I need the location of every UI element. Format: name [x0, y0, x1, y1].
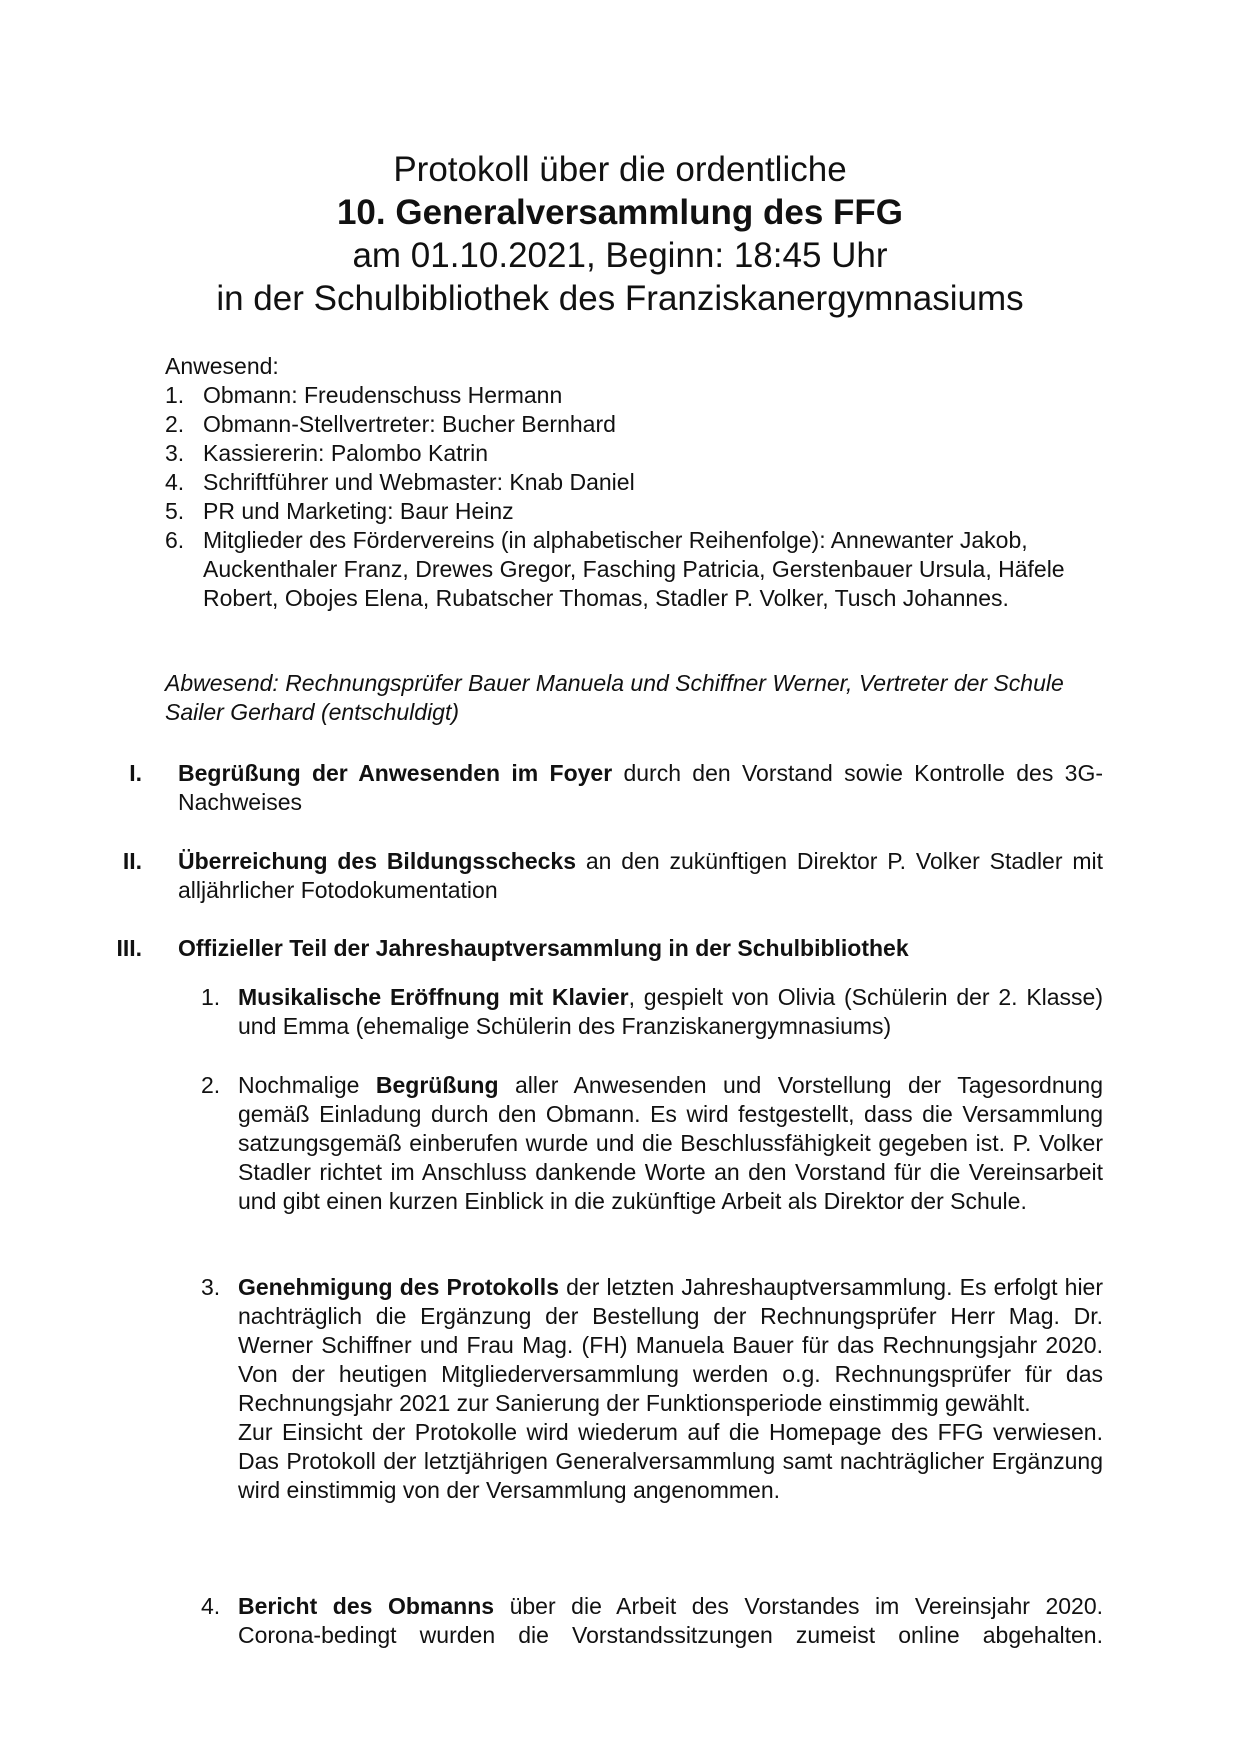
item-number: 5. — [165, 498, 185, 524]
subitem-number: 2. — [201, 1072, 221, 1098]
subitem-heading: Bericht des Obmanns — [238, 1593, 495, 1619]
section-heading: Begrüßung der Anwesenden im Foyer — [178, 760, 613, 786]
item-text: Obmann-Stellvertreter: Bucher Bernhard — [203, 411, 616, 437]
attendees-label: Anwesend: — [165, 353, 279, 379]
item-text: Schriftführer und Webmaster: Knab Daniel — [203, 469, 635, 495]
agenda-subitem-2 — [201, 1071, 1103, 1216]
subitem-text: aller Anwesenden und Vorstellung der Tagesordnung gemäß Einladung durch den Obmann. Es wird festgestellt, dass die Versammlung satzungsgemäß einberufen wurde und die Beschlussfähigkeit gegeben ist. P. Volker Stadler richtet im Anschluss dankende Worte an den Vorstand für die Vereinsarbeit und gibt einen kurzen Einblick in die zukünftige Arbeit als Direktor der Schule. — [238, 1072, 1103, 1214]
doc-title-line-2: 10. Generalversammlung des FFG — [336, 193, 904, 232]
doc-title-line-4: in der Schulbibliothek des Franziskanergymnasiums — [216, 279, 1024, 318]
section-heading: Überreichung des Bildungsschecks — [178, 848, 576, 874]
subitem-number: 3. — [201, 1274, 221, 1300]
subitem-paragraph: Corona-bedingt wurden die Vorstandssitzungen zumeist online abgehalten. — [238, 1622, 1103, 1648]
section-numeral: I. — [129, 760, 142, 786]
attendee-item — [165, 468, 1105, 497]
item-number: 2. — [165, 411, 185, 437]
item-text: Mitglieder des Fördervereins (in alphabetischer Reihenfolge): Annewanter Jakob, Auckenthaler Franz, Drewes Gregor, Fasching Patricia, Gerstenbauer Ursula, Häfele Robert, Obojes Elena, Rubatscher Thomas, Stadler P. Volker, Tusch Johannes. — [203, 527, 1065, 611]
attendee-item — [165, 381, 1105, 410]
item-number: 6. — [165, 527, 185, 553]
agenda-section-3 — [100, 934, 1103, 963]
attendees-section — [165, 352, 1105, 613]
subitem-heading: Musikalische Eröffnung mit Klavier — [238, 984, 629, 1010]
item-text: Obmann: Freudenschuss Hermann — [203, 382, 563, 408]
subitem-text: der letzten Jahreshauptversammlung. Es erfolgt hier nachträglich die Ergänzung der Bestellung der Rechnungsprüfer Herr Mag. Dr. Werner Schiffner und Frau Mag. (FH) Manuela Bauer für das Rechnungsjahr 2020. Von der heutigen Mitgliederversammlung werden o.g. Rechnungsprüfer für das Rechnungsjahr 2021 zur Sanierung der Funktionsperiode einstimmig gewählt. — [238, 1274, 1104, 1416]
attendees-list — [165, 381, 1105, 613]
agenda-section-2 — [100, 847, 1103, 905]
agenda-subitem-1 — [201, 983, 1103, 1041]
section-heading: Offizieller Teil der Jahreshauptversammlung in der Schulbibliothek — [178, 935, 909, 961]
attendee-item — [165, 410, 1105, 439]
attendee-item — [165, 439, 1105, 468]
doc-title-line-1: Protokoll über die ordentliche — [393, 150, 847, 189]
agenda-section-1 — [100, 759, 1103, 817]
section-numeral: II. — [122, 848, 142, 874]
attendee-item — [165, 526, 1105, 613]
item-text: PR und Marketing: Baur Heinz — [203, 498, 514, 524]
subitem-text: über die Arbeit des Vorstandes im Vereinsjahr 2020. — [494, 1593, 1104, 1619]
agenda-subitem-3 — [201, 1273, 1103, 1505]
subitem-heading: Genehmigung des Protokolls — [238, 1274, 559, 1300]
subitem-number: 4. — [201, 1593, 221, 1619]
attendee-item — [165, 497, 1105, 526]
subitem-text: Nochmalige — [238, 1072, 376, 1098]
subitem-paragraph: Zur Einsicht der Protokolle wird wiederum auf die Homepage des FFG verwiesen. Das Protokoll der letztjährigen Generalversammlung samt nachträglicher Ergänzung wird einstimmig von der Versammlung angenommen. — [238, 1419, 1103, 1503]
absent-note: Abwesend: Rechnungsprüfer Bauer Manuela und Schiffner Werner, Vertreter der Schule Sailer Gerhard (entschuldigt) — [165, 670, 1064, 725]
section-numeral: III. — [116, 935, 142, 961]
item-number: 4. — [165, 469, 185, 495]
subitem-heading: Begrüßung — [375, 1072, 499, 1098]
subitem-number: 1. — [201, 984, 221, 1010]
subitem-text: , gespielt von Olivia (Schülerin der 2. Klasse) und Emma (ehemalige Schülerin des Franziskanergymnasiums) — [238, 984, 1104, 1039]
agenda-subitem-4 — [201, 1592, 1103, 1650]
section-text: an den zukünftigen Direktor P. Volker Stadler mit alljährlicher Fotodokumentation — [178, 848, 1103, 903]
item-text: Kassiererin: Palombo Katrin — [203, 440, 489, 466]
item-number: 3. — [165, 440, 185, 466]
section-text: durch den Vorstand sowie Kontrolle des 3G-Nachweises — [178, 760, 1103, 815]
item-number: 1. — [165, 382, 185, 408]
doc-title-line-3: am 01.10.2021, Beginn: 18:45 Uhr — [352, 236, 888, 275]
